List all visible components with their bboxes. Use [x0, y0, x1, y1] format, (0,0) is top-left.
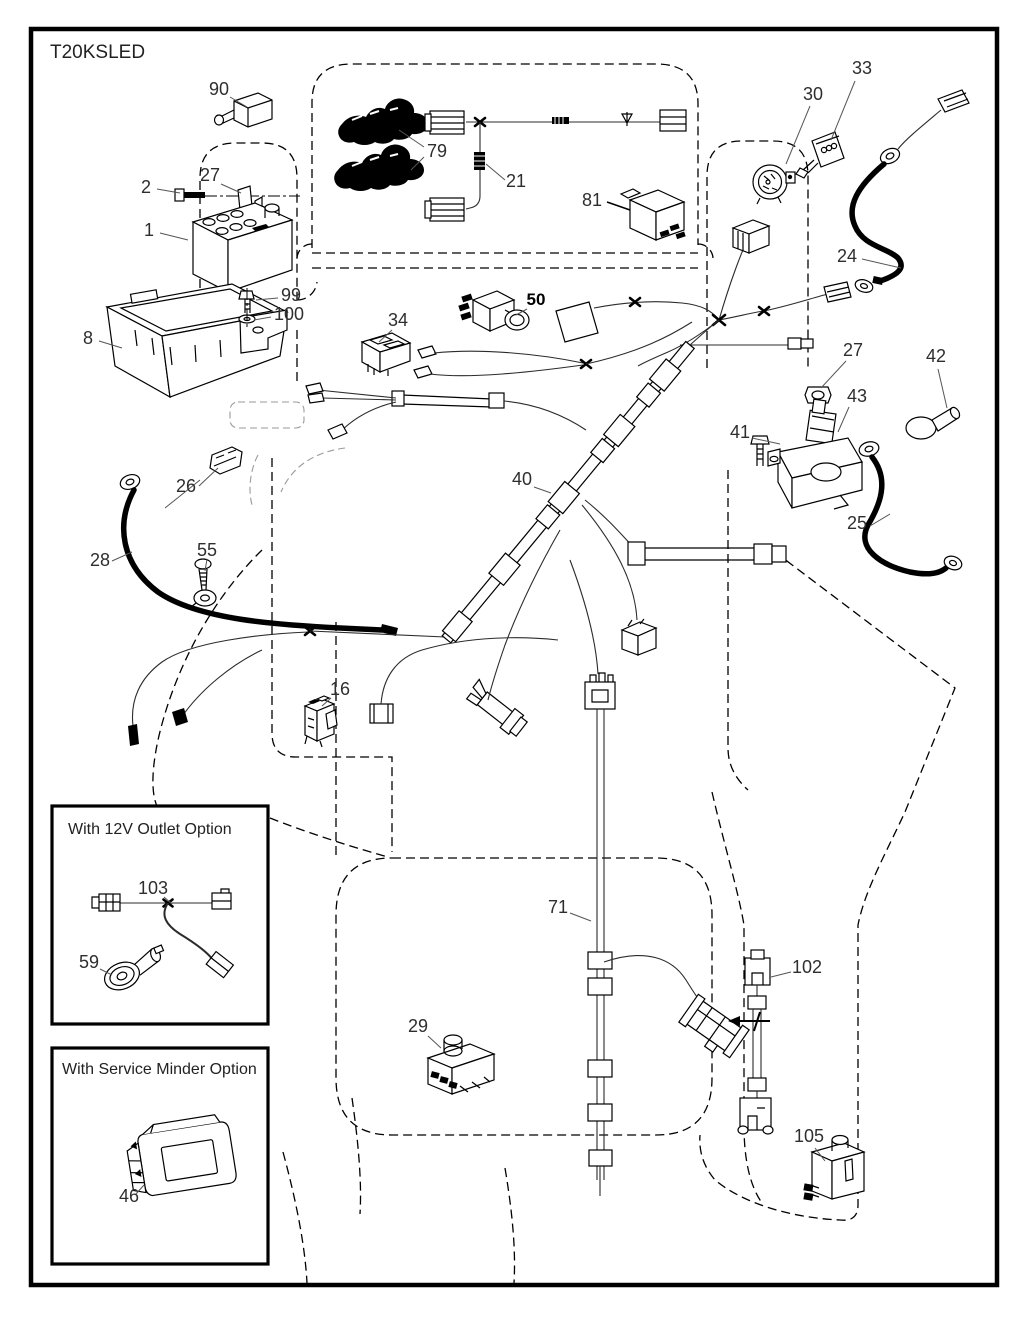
callout-27a: 27	[199, 165, 221, 185]
switch-50-illustration	[458, 291, 529, 331]
option-box-12v-outlet	[52, 806, 268, 1024]
model-title: T20KSLED	[50, 42, 146, 63]
terminal-boot-illustration	[906, 406, 961, 439]
seat-switch-illustration	[428, 1035, 494, 1094]
callout-25: 25	[846, 513, 868, 533]
switch-34-illustration	[362, 333, 410, 376]
panel-plate	[556, 302, 598, 342]
main-harness-illustration	[370, 320, 786, 739]
callout-55: 55	[196, 540, 218, 560]
option-box-service-minder-title: With Service Minder Option	[62, 1061, 257, 1078]
callout-103: 103	[137, 878, 169, 898]
battery-illustration	[175, 186, 300, 292]
callout-43: 43	[846, 386, 868, 406]
callout-21: 21	[505, 171, 527, 191]
callout-102: 102	[791, 957, 823, 977]
ignition-switch-illustration	[753, 165, 795, 204]
battery-box-illustration	[107, 284, 287, 397]
callout-46: 46	[118, 1186, 140, 1206]
rear-harness-illustration	[588, 709, 749, 1196]
callout-26: 26	[175, 476, 197, 496]
callout-24: 24	[836, 246, 858, 266]
headlight-bar-illustrations	[334, 99, 428, 191]
callout-59: 59	[78, 952, 100, 972]
callout-27b: 27	[842, 340, 864, 360]
callout-8: 8	[82, 328, 94, 348]
callout-42: 42	[925, 346, 947, 366]
callout-81: 81	[581, 190, 603, 210]
callout-2: 2	[140, 177, 152, 197]
callout-100: 100	[273, 304, 305, 324]
callout-40: 40	[511, 469, 533, 489]
callout-79: 79	[426, 141, 448, 161]
callout-99: 99	[280, 285, 302, 305]
callout-41: 41	[729, 422, 751, 442]
callout-16: 16	[329, 679, 351, 699]
callout-34: 34	[387, 310, 409, 330]
switch-16-illustration	[305, 696, 337, 747]
ground-screw-illustration	[190, 559, 216, 608]
solenoid-illustration	[751, 387, 862, 509]
relay-illustration	[621, 189, 686, 240]
callout-71: 71	[547, 897, 569, 917]
callout-29: 29	[407, 1016, 429, 1036]
callout-50: 50	[526, 290, 546, 309]
callout-1: 1	[143, 220, 155, 240]
callout-33: 33	[851, 58, 873, 78]
harness-branch-wires	[594, 220, 851, 366]
callout-28: 28	[89, 550, 111, 570]
callout-105: 105	[793, 1126, 825, 1146]
callout-30: 30	[802, 84, 824, 104]
solenoid-ground-cable-illustration	[858, 440, 964, 574]
option-box-12v-title: With 12V Outlet Option	[68, 821, 232, 838]
callout-90: 90	[208, 79, 230, 99]
option-box-service-minder	[52, 1048, 268, 1264]
left-lead-wires	[128, 627, 445, 746]
positive-battery-cable-illustration	[852, 90, 969, 294]
